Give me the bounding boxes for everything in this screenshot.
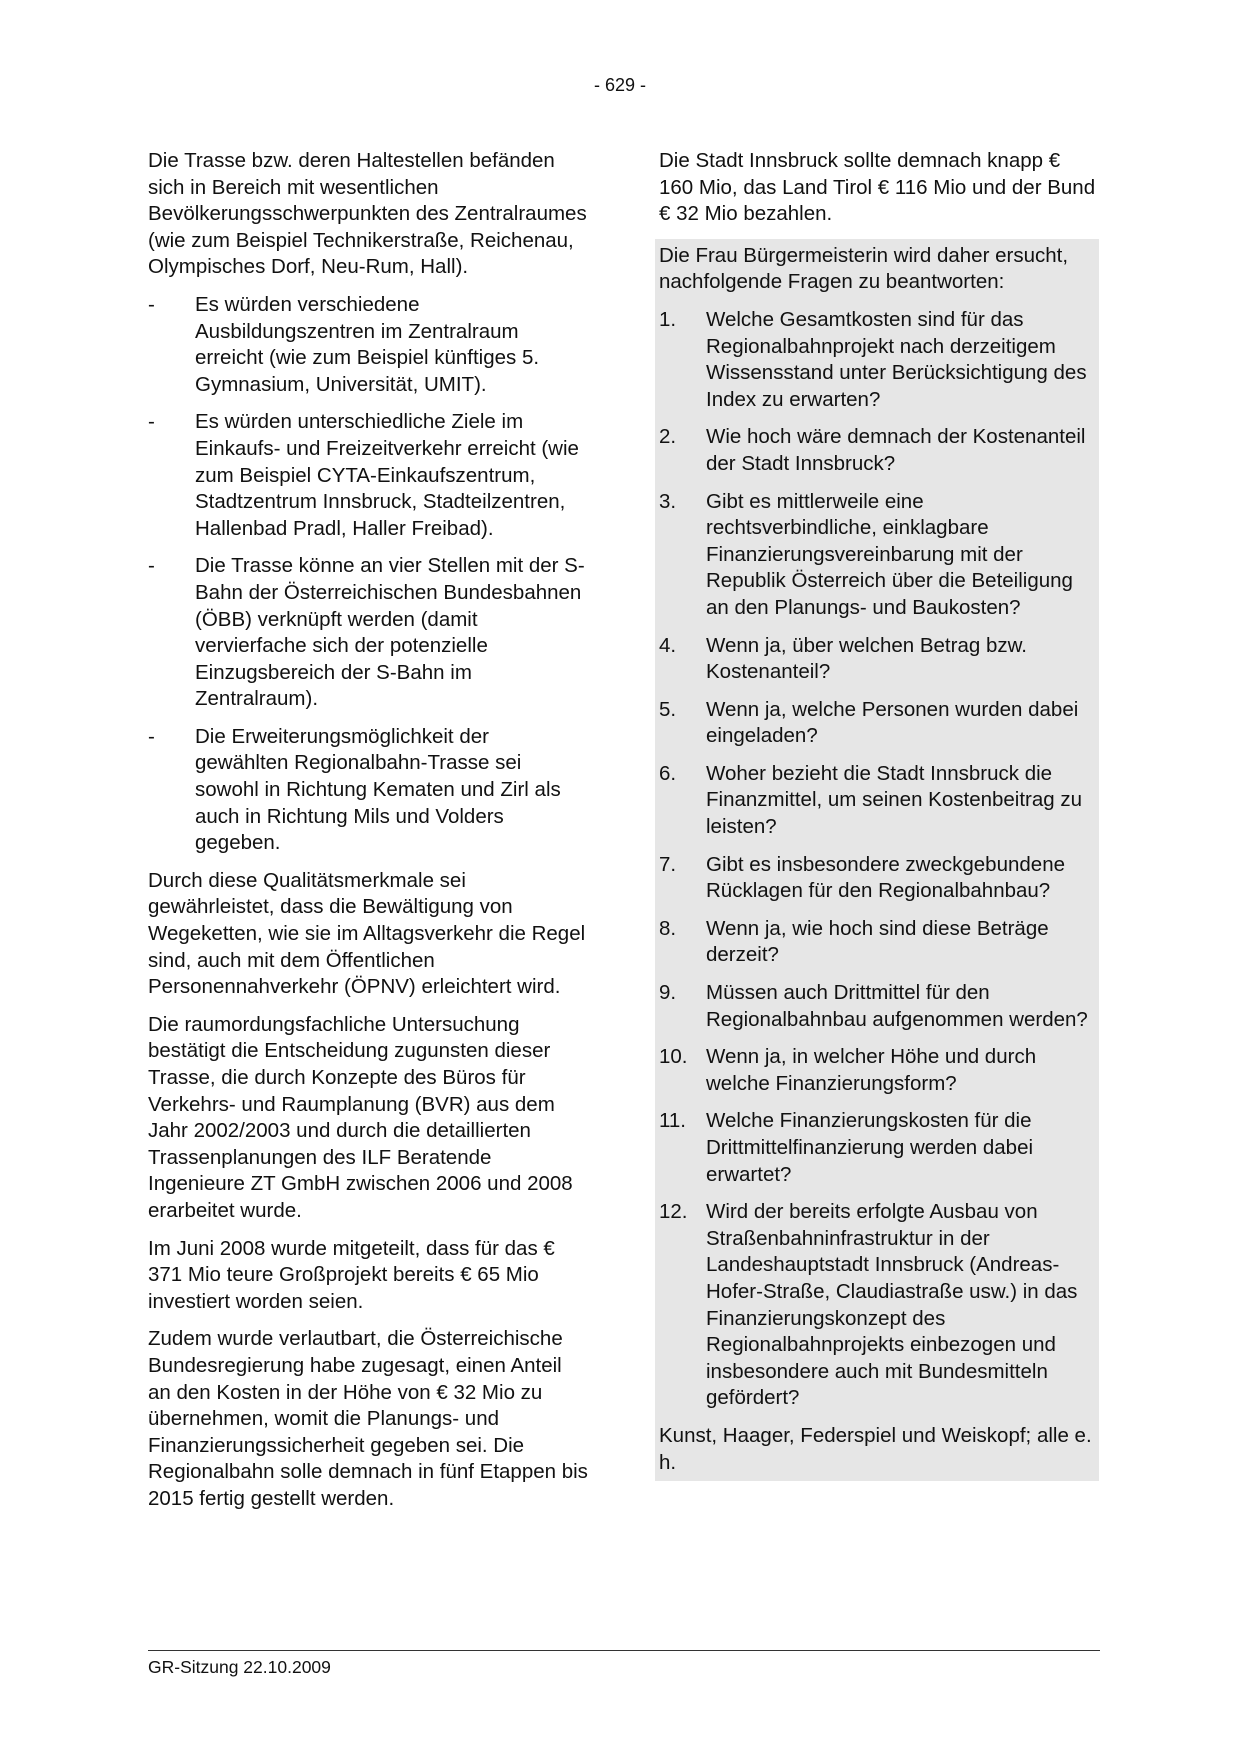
question-item xyxy=(659,489,1099,622)
question-item xyxy=(659,1199,1099,1412)
question-number: 4. xyxy=(659,633,677,657)
bullet-marker: - xyxy=(148,724,155,748)
question-number: 11. xyxy=(659,1109,686,1133)
question-item xyxy=(659,1108,1099,1188)
bullet-text: Es würden verschiedene Ausbildungszentren im Zentralraum erreicht (wie zum Beispiel künftiges 5. Gymnasium, Universität, UMIT). xyxy=(195,292,540,396)
question-text: Welche Finanzierungskosten für die Drittmittelfinanzierung werden dabei erwartet? xyxy=(706,1109,1034,1186)
body-paragraph: Die raumordungsfachliche Untersuchung bestätigt die Entscheidung zugunsten dieser Trasse, die durch Konzepte des Büros für Verkehrs- und Raumplanung (BVR) aus dem Jahr 2002/2003 und durch die detaillierten Trassenplanungen des ILF Beratende Ingenieure ZT GmbH zwischen 2006 und 2008 erarbeitet wurde. xyxy=(148,1012,573,1222)
question-item xyxy=(659,633,1099,686)
page-number: - 629 - xyxy=(593,75,647,95)
bullet-item xyxy=(148,409,588,542)
question-number: 5. xyxy=(659,697,677,721)
question-number: 1. xyxy=(659,307,677,331)
question-text: Welche Gesamtkosten sind für das Regionalbahnprojekt nach derzeitigem Wissensstand unter Berücksichtigung des Index zu erwarten? xyxy=(706,307,1087,411)
question-item xyxy=(659,916,1099,969)
question-item xyxy=(659,307,1099,413)
question-text: Müssen auch Drittmittel für den Regionalbahnbau aufgenommen werden? xyxy=(706,981,1088,1031)
bullet-marker: - xyxy=(148,410,155,434)
bullet-marker: - xyxy=(148,554,155,578)
question-number: 10. xyxy=(659,1045,688,1069)
question-item xyxy=(659,761,1099,841)
question-number: 3. xyxy=(659,489,677,513)
question-number: 6. xyxy=(659,761,677,785)
body-paragraph: Zudem wurde verlautbart, die Österreichische Bundesregierung habe zugesagt, einen Anteil an den Kosten in der Höhe von € 32 Mio zu übernehmen, womit die Planungs- und Finanzierungssicherheit gegeben sei. Die Regionalbahn solle demnach in fünf Etappen bis 2015 fertig gestellt werden. xyxy=(148,1327,588,1510)
left-column xyxy=(148,148,588,1524)
bullet-item xyxy=(148,553,588,713)
right-intro-paragraph: Die Stadt Innsbruck sollte demnach knapp € 160 Mio, das Land Tirol € 116 Mio und der Bund € 32 Mio bezahlen. xyxy=(659,149,1096,226)
right-column xyxy=(659,148,1099,1481)
footer-divider xyxy=(148,1650,1100,1651)
question-text: Wird der bereits erfolgte Ausbau von Straßenbahninfrastruktur in der Landeshauptstadt Innsbruck (Andreas-Hofer-Straße, Claudiastraße usw.) in das Finanzierungskonzept des Regionalbahnprojekts einbezogen und insbesondere auch mit Bundesmitteln gefördert? xyxy=(706,1200,1078,1410)
question-number: 2. xyxy=(659,425,677,449)
bullet-item xyxy=(148,724,588,857)
bullet-text: Die Erweiterungsmöglichkeit der gewählten Regionalbahn-Trasse sei sowohl in Richtung Kematen und Zirl als auch in Richtung Mils und Volders gegeben. xyxy=(195,724,561,855)
body-paragraph: Durch diese Qualitätsmerkmale sei gewährleistet, dass die Bewältigung von Wegeketten, wie sie im Alltagsverkehr die Regel sind, auch mit dem Öffentlichen Personennahverkehr (ÖPNV) erleichtert wird. xyxy=(148,868,586,999)
bullet-text: Die Trasse könne an vier Stellen mit der S-Bahn der Österreichischen Bundesbahnen (ÖBB) verknüpft werden (damit vervierfache sich der potenzielle Einzugsbereich der S-Bahn im Zentralraum). xyxy=(195,554,585,711)
body-paragraph: Im Juni 2008 wurde mitgeteilt, dass für das € 371 Mio teure Großprojekt bereits € 65 Mio investiert worden seien. xyxy=(148,1236,555,1313)
question-list xyxy=(659,307,1099,1412)
question-item xyxy=(659,1044,1099,1097)
question-text: Wie hoch wäre demnach der Kostenanteil der Stadt Innsbruck? xyxy=(706,425,1086,475)
question-item xyxy=(659,980,1099,1033)
signers: Kunst, Haager, Federspiel und Weiskopf; alle e. h. xyxy=(659,1423,1092,1474)
request-paragraph: Die Frau Bürgermeisterin wird daher ersucht, nachfolgende Fragen zu beantworten: xyxy=(659,243,1069,294)
question-item xyxy=(659,424,1099,477)
question-text: Wenn ja, wie hoch sind diese Beträge derzeit? xyxy=(706,916,1049,967)
question-item xyxy=(659,697,1099,750)
question-text: Wenn ja, welche Personen wurden dabei eingeladen? xyxy=(706,697,1079,748)
question-text: Woher bezieht die Stadt Innsbruck die Finanzmittel, um seinen Kostenbeitrag zu leisten? xyxy=(706,761,1083,839)
question-text: Gibt es insbesondere zweckgebundene Rücklagen für den Regionalbahnbau? xyxy=(706,852,1065,903)
question-number: 12. xyxy=(659,1200,688,1224)
footer-session-date: GR-Sitzung 22.10.2009 xyxy=(148,1657,331,1677)
question-number: 9. xyxy=(659,981,677,1005)
question-text: Wenn ja, in welcher Höhe und durch welche Finanzierungsform? xyxy=(706,1045,1037,1095)
left-intro-paragraph: Die Trasse bzw. deren Haltestellen befänden sich in Bereich mit wesentlichen Bevölkerungsschwerpunkten des Zentralraumes (wie zum Beispiel Technikerstraße, Reichenau, Olympisches Dorf, Neu-Rum, Hall). xyxy=(148,149,587,279)
bullet-text: Es würden unterschiedliche Ziele im Einkaufs- und Freizeitverkehr erreicht (wie zum Beispiel CYTA-Einkaufszentrum, Stadtzentrum Innsbruck, Stadteilzentren, Hallenbad Pradl, Haller Freibad). xyxy=(195,410,579,540)
question-text: Wenn ja, über welchen Betrag bzw. Kostenanteil? xyxy=(706,633,1027,684)
bullet-item xyxy=(148,292,588,398)
question-number: 8. xyxy=(659,916,677,940)
bullet-marker: - xyxy=(148,292,155,316)
question-text: Gibt es mittlerweile eine rechtsverbindliche, einklagbare Finanzierungsvereinbarung mit der Republik Österreich über die Beteiligung an den Planungs- und Baukosten? xyxy=(706,489,1073,619)
inquiry-box xyxy=(655,239,1099,1481)
question-number: 7. xyxy=(659,852,677,876)
question-item xyxy=(659,852,1099,905)
